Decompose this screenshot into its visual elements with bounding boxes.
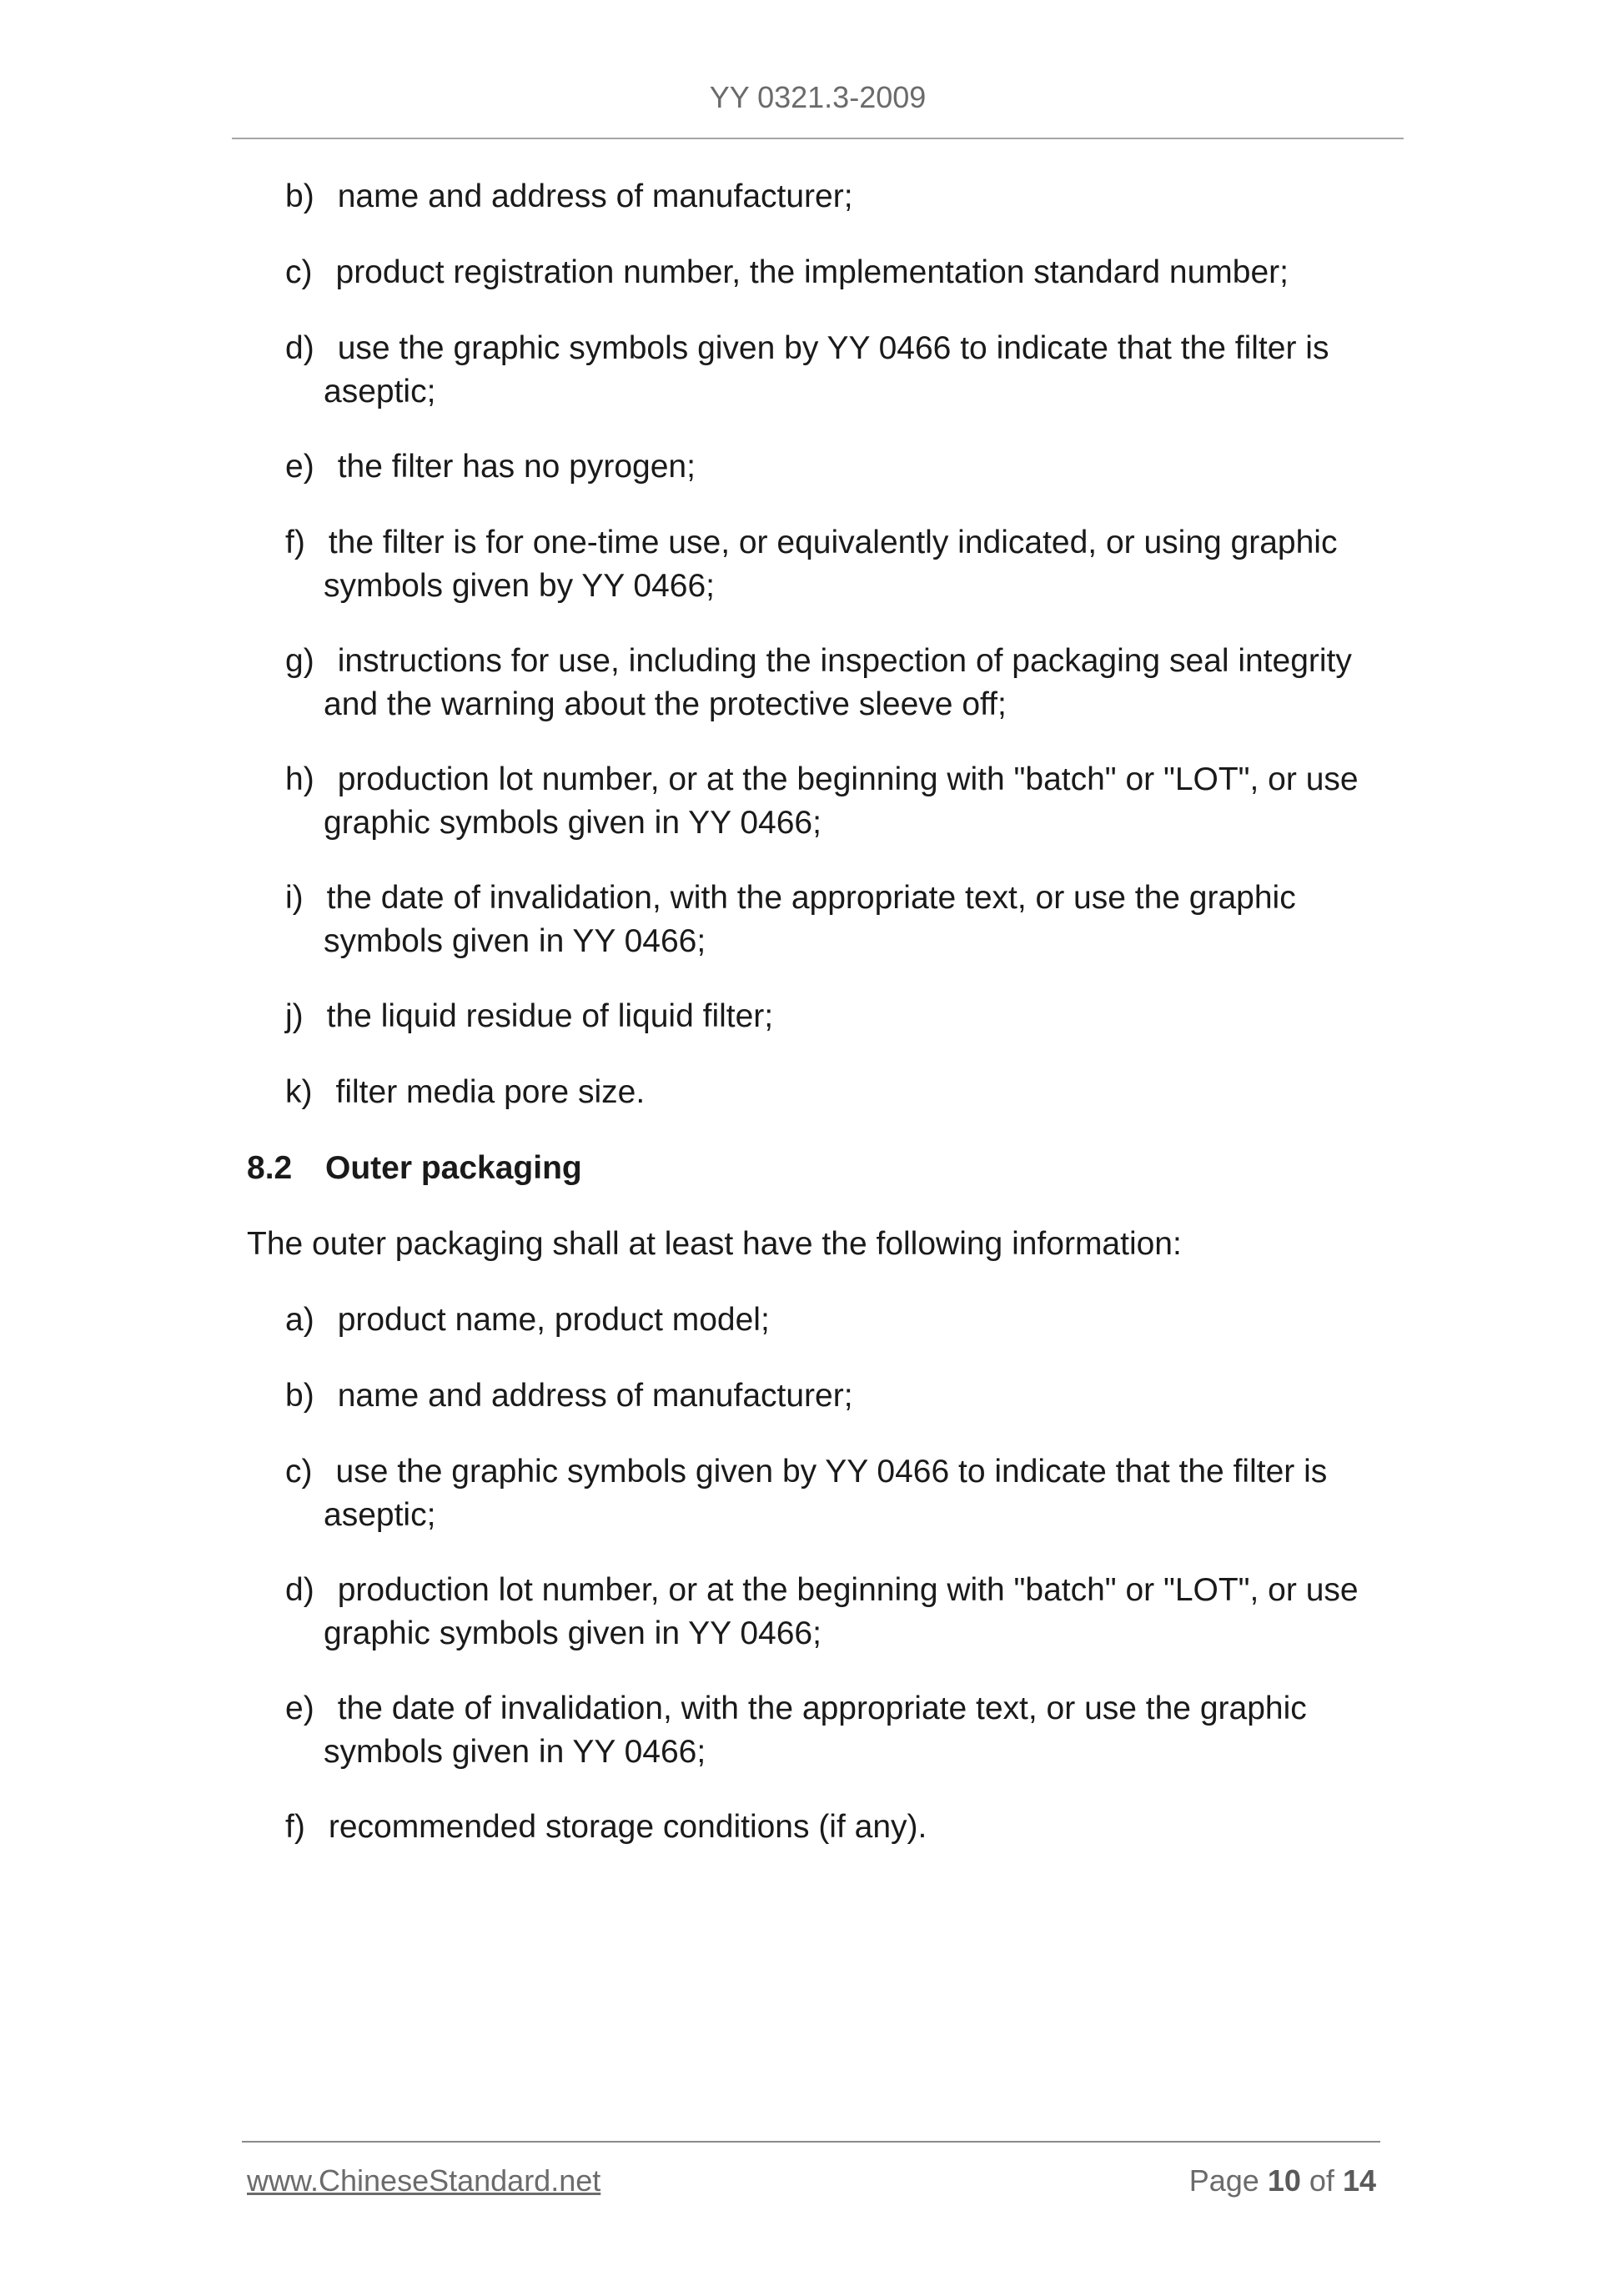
document-id-header: YY 0321.3-2009 bbox=[709, 80, 927, 114]
list-item-continuation: symbols given by YY 0466; bbox=[324, 568, 716, 604]
page-of: of bbox=[1309, 2163, 1334, 2198]
header-divider bbox=[232, 138, 1404, 139]
page-total: 14 bbox=[1342, 2163, 1376, 2198]
section-heading bbox=[247, 1147, 582, 1190]
intro-paragraph: The outer packaging shall at least have the following information: bbox=[247, 1226, 1182, 1262]
list-item-label: k) bbox=[285, 1074, 313, 1110]
list-item-label: b) bbox=[285, 178, 314, 214]
list-item bbox=[285, 640, 1374, 726]
list-item-text: product name, product model; bbox=[337, 1302, 770, 1338]
list-item-continuation: and the warning about the protective sleeve off; bbox=[324, 686, 1007, 722]
list-item-label: f) bbox=[285, 525, 305, 560]
section-number: 8.2 bbox=[247, 1150, 293, 1186]
section-title: Outer packaging bbox=[325, 1150, 582, 1186]
list-item bbox=[285, 1806, 1374, 1849]
list-item-text: name and address of manufacturer; bbox=[337, 1378, 853, 1414]
list-item bbox=[285, 1569, 1374, 1655]
list-item-label: i) bbox=[285, 880, 304, 916]
list-item-text: product registration number, the implementation standard number; bbox=[335, 254, 1289, 290]
list-item-label: j) bbox=[285, 998, 304, 1034]
list-item-label: f) bbox=[285, 1809, 305, 1845]
list-item-text: recommended storage conditions (if any). bbox=[328, 1809, 927, 1845]
list-item-text: the date of invalidation, with the appropriate text, or use the graphic bbox=[337, 1691, 1307, 1726]
list-item bbox=[285, 1374, 1374, 1418]
list-item bbox=[285, 521, 1374, 608]
list-item-label: h) bbox=[285, 761, 314, 797]
list-item-text: production lot number, or at the beginning with "batch" or "LOT", or use bbox=[337, 1572, 1359, 1608]
list-item-text: filter media pore size. bbox=[335, 1074, 646, 1110]
list-item bbox=[285, 251, 1374, 294]
list-item-continuation: graphic symbols given in YY 0466; bbox=[324, 805, 822, 841]
list-item bbox=[285, 445, 1374, 489]
list-item-text: instructions for use, including the inspection of packaging seal integrity bbox=[337, 643, 1352, 679]
footer-divider bbox=[242, 2141, 1380, 2143]
list-item-continuation: graphic symbols given in YY 0466; bbox=[324, 1615, 822, 1651]
list-item bbox=[285, 1299, 1374, 1342]
list-item-text: the filter is for one-time use, or equivalently indicated, or using graphic bbox=[328, 525, 1338, 560]
list-item-text: the filter has no pyrogen; bbox=[337, 449, 696, 485]
page-number bbox=[1189, 2163, 1376, 2198]
list-item-label: b) bbox=[285, 1378, 314, 1414]
list-item-continuation: symbols given in YY 0466; bbox=[324, 923, 706, 959]
list-item-label: c) bbox=[285, 1454, 313, 1490]
list-item-label: d) bbox=[285, 330, 314, 366]
list-item-label: d) bbox=[285, 1572, 314, 1608]
page-current: 10 bbox=[1267, 2163, 1301, 2198]
list-item-text: use the graphic symbols given by YY 0466 to indicate that the filter is bbox=[337, 330, 1329, 366]
list-item-text: the liquid residue of liquid filter; bbox=[326, 998, 774, 1034]
list-item-continuation: symbols given in YY 0466; bbox=[324, 1734, 706, 1770]
list-item-label: e) bbox=[285, 1691, 314, 1726]
list-item-label: a) bbox=[285, 1302, 314, 1338]
list-item-continuation: aseptic; bbox=[324, 374, 436, 409]
list-item-label: g) bbox=[285, 643, 314, 679]
list-item bbox=[285, 1071, 1374, 1114]
list-item bbox=[285, 995, 1374, 1038]
list-item-text: use the graphic symbols given by YY 0466 to indicate that the filter is bbox=[335, 1454, 1328, 1490]
list-item-label: e) bbox=[285, 449, 314, 485]
list-item bbox=[285, 1450, 1374, 1537]
list-item bbox=[285, 758, 1374, 845]
list-item-continuation: aseptic; bbox=[324, 1497, 436, 1533]
list-item-text: production lot number, or at the beginning with "batch" or "LOT", or use bbox=[337, 761, 1359, 797]
page-prefix: Page bbox=[1188, 2163, 1259, 2198]
list-item-text: name and address of manufacturer; bbox=[337, 178, 853, 214]
list-item bbox=[285, 327, 1374, 414]
list-item bbox=[285, 1687, 1374, 1774]
list-item-text: the date of invalidation, with the appropriate text, or use the graphic bbox=[326, 880, 1296, 916]
list-item bbox=[285, 175, 1374, 219]
list-item-label: c) bbox=[285, 254, 313, 290]
list-item bbox=[285, 877, 1374, 963]
website-link[interactable]: www.ChineseStandard.net bbox=[247, 2163, 601, 2198]
